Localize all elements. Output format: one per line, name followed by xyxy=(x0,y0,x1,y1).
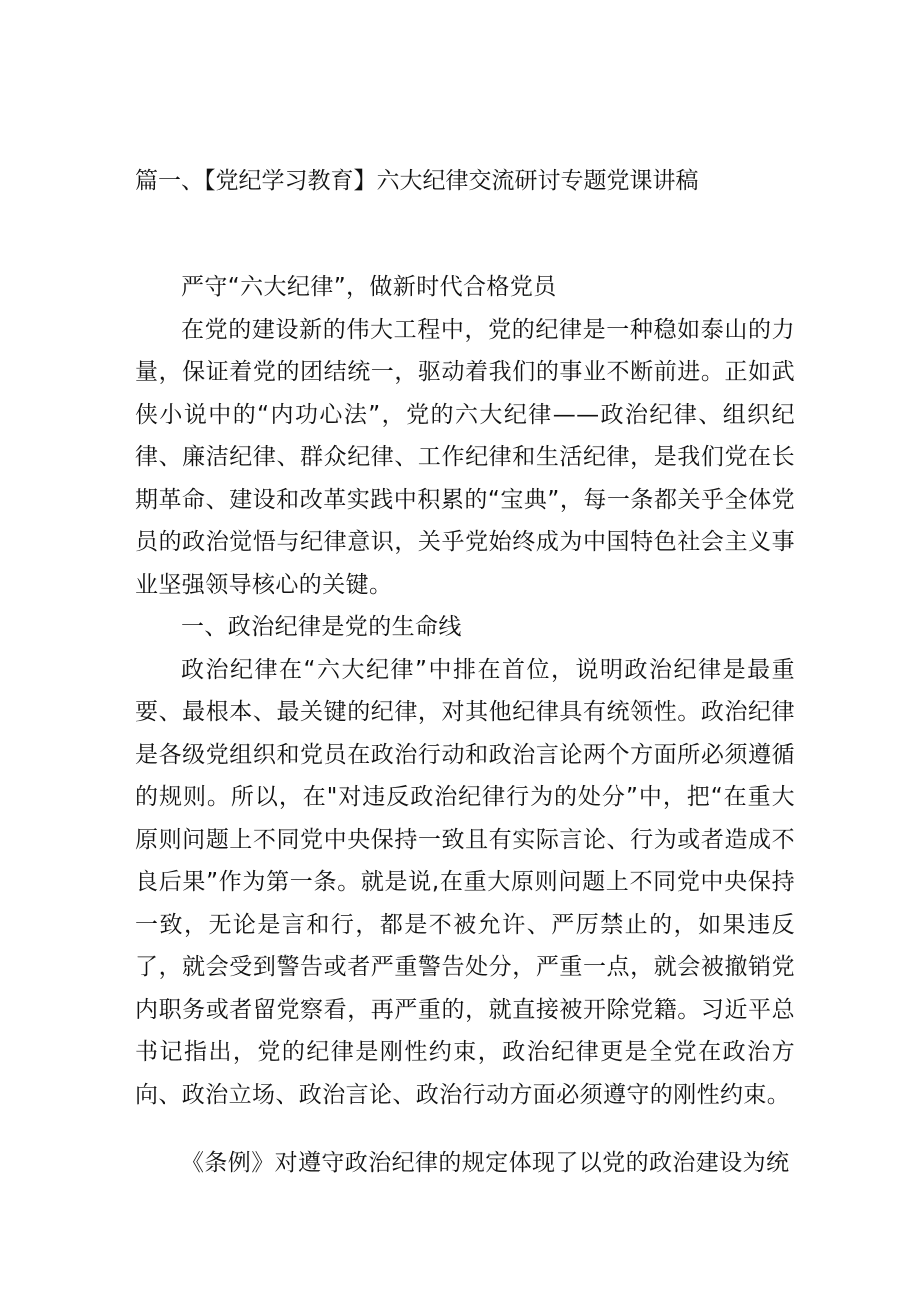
section-heading-political-discipline: 一、政治纪律是党的生命线 xyxy=(181,614,462,640)
paragraph-regulations: 《条例》对遵守政治纪律的规定体现了以党的政治建设为统 xyxy=(181,1150,790,1176)
document-body xyxy=(135,266,795,1185)
section-subtitle: 严守“六大纪律”，做新时代合格党员 xyxy=(181,274,557,300)
document-title: 篇一、【党纪学习教育】六大纪律交流研讨专题党课讲稿 xyxy=(135,168,699,194)
paragraph-intro: 在党的建设新的伟大工程中，党的纪律是一种稳如泰山的力量，保证着党的团结统一，驱动着我们的事业不断前进。正如武侠小说中的“内功心法”，党的六大纪律——政治纪律、组织纪律、廉洁纪律、群众纪律、工作纪律和生活纪律，是我们党在长期革命、建设和改革实践中积累的“宝典”，每一条都关乎全体党员的政治觉悟与纪律意识，关乎党始终成为中国特色社会主义事业坚强领导核心的关键。 xyxy=(135,316,795,598)
paragraph-political-discipline: 政治纪律在“六大纪律”中排在首位，说明政治纪律是最重要、最根本、最关键的纪律，对其他纪律具有统领性。政治纪律是各级党组织和党员在政治行动和政治言论两个方面所必须遵循的规则。所以，在"对违反政治纪律行为的处分”中，把“在重大原则问题上不同党中央保持一致且有实际言论、行为或者造成不良后果”作为第一条。就是说,在重大原则问题上不同党中央保持一致，无论是言和行，都是不被允许、严厉禁止的，如果违反了，就会受到警告或者严重警告处分，严重一点，就会被撤销党内职务或者留党察看，再严重的，就直接被开除党籍。习近平总书记指出，党的纪律是刚性约束，政治纪律更是全党在政治方向、政治立场、政治言论、政治行动方面必须遵守的刚性约束。 xyxy=(135,656,795,1108)
